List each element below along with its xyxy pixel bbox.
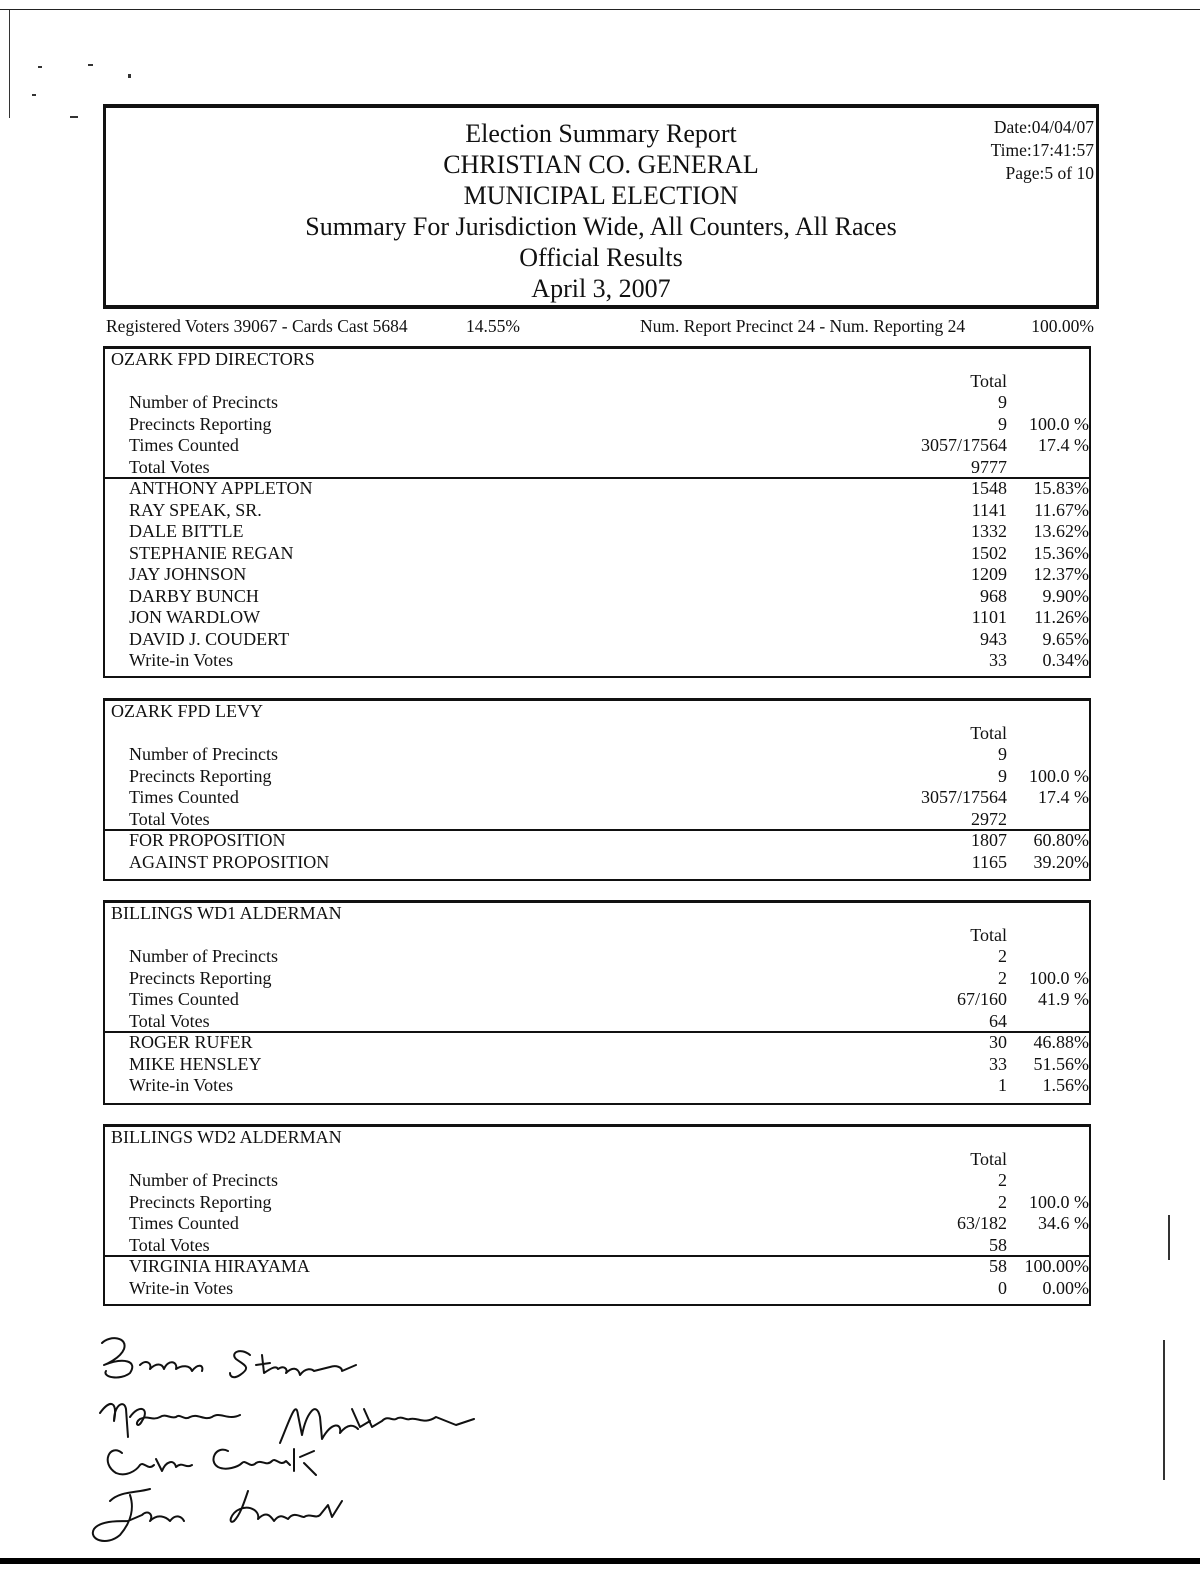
report-title-line: April 3, 2007 bbox=[531, 274, 671, 303]
stat-label: Precincts Reporting bbox=[129, 765, 272, 786]
race-section bbox=[103, 900, 1091, 1105]
candidate-row bbox=[105, 543, 1089, 565]
stat-total: 63/182 bbox=[956, 1213, 1007, 1233]
signature-2 bbox=[100, 1404, 474, 1443]
candidate-label: RAY SPEAK, SR. bbox=[129, 499, 262, 520]
stat-row bbox=[105, 968, 1089, 990]
race-title: BILLINGS WD2 ALDERMAN bbox=[111, 1127, 342, 1147]
report-title-line: MUNICIPAL ELECTION bbox=[463, 181, 739, 210]
candidate-row bbox=[105, 650, 1089, 672]
total-column-header: Total bbox=[970, 1148, 1007, 1169]
stat-row bbox=[105, 989, 1089, 1011]
report-time: Time:17:41:57 bbox=[990, 140, 1094, 160]
stat-label: Precincts Reporting bbox=[129, 967, 272, 988]
candidate-percent: 46.88% bbox=[1033, 1032, 1089, 1052]
report-title-line: Summary For Jurisdiction Wide, All Counters, All Races bbox=[305, 212, 897, 241]
stat-percent: 41.9 % bbox=[1038, 989, 1089, 1009]
candidate-total: 968 bbox=[980, 585, 1007, 606]
stat-row bbox=[105, 1192, 1089, 1214]
candidate-label: ROGER RUFER bbox=[129, 1032, 253, 1052]
stat-percent: 100.0 % bbox=[1029, 967, 1089, 988]
scan-speck bbox=[70, 116, 78, 118]
total-column-header-row bbox=[105, 1149, 1089, 1171]
stat-label: Total Votes bbox=[129, 1234, 210, 1255]
total-column-header: Total bbox=[970, 370, 1007, 391]
candidate-label: JAY JOHNSON bbox=[129, 564, 247, 584]
total-column-header-row bbox=[105, 723, 1089, 745]
candidate-row bbox=[105, 852, 1089, 874]
candidate-label: STEPHANIE REGAN bbox=[129, 542, 294, 563]
signature-3 bbox=[108, 1449, 316, 1475]
stat-row bbox=[105, 1170, 1089, 1192]
candidate-label: Write-in Votes bbox=[129, 1277, 234, 1298]
candidate-row bbox=[105, 830, 1089, 852]
stat-label: Precincts Reporting bbox=[129, 413, 272, 434]
stat-row bbox=[105, 457, 1089, 479]
total-column-header-row bbox=[105, 925, 1089, 947]
scan-speck bbox=[88, 64, 93, 66]
report-title-block bbox=[106, 118, 1096, 304]
stat-label: Number of Precincts bbox=[129, 946, 278, 966]
candidate-percent: 60.80% bbox=[1033, 830, 1089, 850]
stat-label: Number of Precincts bbox=[129, 1170, 278, 1190]
stat-percent: 100.0 % bbox=[1029, 1191, 1089, 1212]
candidate-total: 1502 bbox=[971, 542, 1007, 563]
candidate-percent: 13.62% bbox=[1033, 521, 1089, 541]
candidate-percent: 0.34% bbox=[1042, 650, 1089, 670]
race-title: OZARK FPD DIRECTORS bbox=[111, 349, 315, 369]
candidate-total: 58 bbox=[989, 1256, 1007, 1276]
stat-percent: 17.4 % bbox=[1038, 787, 1089, 807]
candidate-row bbox=[105, 1075, 1089, 1097]
stat-label: Total Votes bbox=[129, 456, 210, 477]
candidate-total: 1807 bbox=[971, 830, 1007, 850]
report-meta bbox=[991, 116, 1094, 185]
stat-total: 9777 bbox=[971, 456, 1007, 477]
candidate-label: Write-in Votes bbox=[129, 650, 234, 670]
stat-row bbox=[105, 1213, 1089, 1235]
stat-label: Times Counted bbox=[129, 1213, 239, 1233]
candidate-percent: 39.20% bbox=[1033, 851, 1089, 872]
stat-total: 3057/17564 bbox=[920, 435, 1007, 455]
stat-total: 9 bbox=[998, 392, 1007, 412]
page-bottom-rule bbox=[0, 1558, 1200, 1564]
signatures bbox=[80, 1325, 560, 1555]
scan-speck bbox=[128, 74, 131, 78]
stat-total: 67/160 bbox=[956, 989, 1007, 1009]
stat-row bbox=[105, 435, 1089, 457]
stat-label: Number of Precincts bbox=[129, 744, 278, 764]
candidate-percent: 9.90% bbox=[1042, 585, 1089, 606]
candidate-label: DAVID J. COUDERT bbox=[129, 628, 290, 649]
candidate-row bbox=[105, 629, 1089, 651]
stat-row bbox=[105, 392, 1089, 414]
candidate-label: DALE BITTLE bbox=[129, 521, 244, 541]
candidate-total: 1 bbox=[998, 1075, 1007, 1095]
candidate-row bbox=[105, 1278, 1089, 1300]
candidate-row bbox=[105, 1054, 1089, 1076]
race-section bbox=[103, 1124, 1091, 1306]
candidate-total: 1209 bbox=[971, 564, 1007, 584]
stat-total: 2 bbox=[998, 1170, 1007, 1190]
race-title: BILLINGS WD1 ALDERMAN bbox=[111, 903, 342, 923]
candidate-total: 33 bbox=[989, 650, 1007, 670]
stat-row bbox=[105, 766, 1089, 788]
stat-total: 2 bbox=[998, 967, 1007, 988]
stat-row bbox=[105, 787, 1089, 809]
stat-label: Times Counted bbox=[129, 989, 239, 1009]
candidate-label: Write-in Votes bbox=[129, 1075, 234, 1095]
scan-speck bbox=[38, 66, 42, 68]
candidate-percent: 12.37% bbox=[1033, 564, 1089, 584]
stat-total: 2 bbox=[998, 946, 1007, 966]
stat-row bbox=[105, 946, 1089, 968]
stat-total: 58 bbox=[989, 1234, 1007, 1255]
stat-row bbox=[105, 414, 1089, 436]
candidate-label: DARBY BUNCH bbox=[129, 585, 259, 606]
scan-mark bbox=[1163, 1340, 1165, 1480]
total-column-header: Total bbox=[970, 722, 1007, 743]
total-column-header-row bbox=[105, 371, 1089, 393]
candidate-percent: 0.00% bbox=[1042, 1277, 1089, 1298]
candidate-row bbox=[105, 586, 1089, 608]
registered-voters: Registered Voters 39067 - Cards Cast 5684 bbox=[106, 316, 408, 336]
candidate-label: VIRGINIA HIRAYAMA bbox=[129, 1256, 310, 1276]
page-top-rule bbox=[0, 9, 1200, 10]
candidate-row bbox=[105, 478, 1089, 500]
candidate-row bbox=[105, 607, 1089, 629]
report-title-line: Official Results bbox=[519, 243, 683, 272]
stat-row bbox=[105, 744, 1089, 766]
stat-total: 9 bbox=[998, 765, 1007, 786]
candidate-row bbox=[105, 564, 1089, 586]
stat-label: Total Votes bbox=[129, 808, 210, 829]
candidate-total: 1548 bbox=[971, 478, 1007, 498]
cards-cast-percent: 14.55% bbox=[466, 316, 520, 336]
stat-label: Number of Precincts bbox=[129, 392, 278, 412]
candidate-total: 1141 bbox=[971, 499, 1007, 520]
candidate-total: 943 bbox=[980, 628, 1007, 649]
stat-total: 2972 bbox=[971, 808, 1007, 829]
stat-label: Precincts Reporting bbox=[129, 1191, 272, 1212]
report-header bbox=[103, 104, 1099, 309]
candidate-percent: 15.36% bbox=[1033, 542, 1089, 563]
candidate-percent: 100.00% bbox=[1024, 1256, 1089, 1276]
stat-label: Times Counted bbox=[129, 435, 239, 455]
report-title-line: Election Summary Report bbox=[465, 119, 737, 148]
candidate-percent: 15.83% bbox=[1033, 478, 1089, 498]
stat-row bbox=[105, 1011, 1089, 1033]
stat-label: Times Counted bbox=[129, 787, 239, 807]
stat-percent: 17.4 % bbox=[1038, 435, 1089, 455]
candidate-percent: 1.56% bbox=[1042, 1075, 1089, 1095]
candidate-total: 1101 bbox=[971, 607, 1007, 627]
stat-total: 64 bbox=[989, 1010, 1007, 1031]
stat-label: Total Votes bbox=[129, 1010, 210, 1031]
race-section bbox=[103, 346, 1091, 678]
candidate-label: MIKE HENSLEY bbox=[129, 1053, 262, 1074]
candidate-row bbox=[105, 1032, 1089, 1054]
stat-percent: 34.6 % bbox=[1038, 1213, 1089, 1233]
total-column-header: Total bbox=[970, 924, 1007, 945]
candidate-total: 1165 bbox=[971, 851, 1007, 872]
stat-total: 9 bbox=[998, 413, 1007, 434]
candidate-percent: 51.56% bbox=[1033, 1053, 1089, 1074]
stat-total: 3057/17564 bbox=[920, 787, 1007, 807]
candidate-label: ANTHONY APPLETON bbox=[129, 478, 313, 498]
page-left-rule bbox=[9, 10, 10, 118]
race-section bbox=[103, 698, 1091, 881]
candidate-row bbox=[105, 521, 1089, 543]
report-date: Date:04/04/07 bbox=[993, 117, 1094, 137]
summary-line bbox=[106, 316, 1094, 336]
candidate-percent: 11.26% bbox=[1034, 607, 1089, 627]
candidate-total: 30 bbox=[989, 1032, 1007, 1052]
precincts-reporting-summary: Num. Report Precinct 24 - Num. Reporting 24 bbox=[640, 316, 966, 336]
candidate-total: 1332 bbox=[971, 521, 1007, 541]
candidate-percent: 11.67% bbox=[1034, 499, 1089, 520]
stat-total: 2 bbox=[998, 1191, 1007, 1212]
scan-mark bbox=[1168, 1215, 1170, 1260]
candidate-row bbox=[105, 1256, 1089, 1278]
stat-row bbox=[105, 1235, 1089, 1257]
report-page: Page:5 of 10 bbox=[1005, 163, 1094, 183]
candidate-row bbox=[105, 500, 1089, 522]
stat-total: 9 bbox=[998, 744, 1007, 764]
candidate-label: AGAINST PROPOSITION bbox=[129, 851, 330, 872]
race-title: OZARK FPD LEVY bbox=[111, 701, 264, 721]
scan-speck bbox=[32, 94, 36, 96]
stat-percent: 100.0 % bbox=[1029, 413, 1089, 434]
stat-percent: 100.0 % bbox=[1029, 765, 1089, 786]
report-title-line: CHRISTIAN CO. GENERAL bbox=[443, 150, 759, 179]
candidate-label: FOR PROPOSITION bbox=[129, 830, 286, 850]
candidate-percent: 9.65% bbox=[1042, 628, 1089, 649]
precincts-reporting-percent: 100.00% bbox=[1031, 316, 1094, 336]
candidate-total: 0 bbox=[998, 1277, 1007, 1298]
signature-4 bbox=[93, 1489, 342, 1541]
signature-1 bbox=[102, 1338, 356, 1377]
candidate-label: JON WARDLOW bbox=[129, 607, 261, 627]
stat-row bbox=[105, 809, 1089, 831]
candidate-total: 33 bbox=[989, 1053, 1007, 1074]
